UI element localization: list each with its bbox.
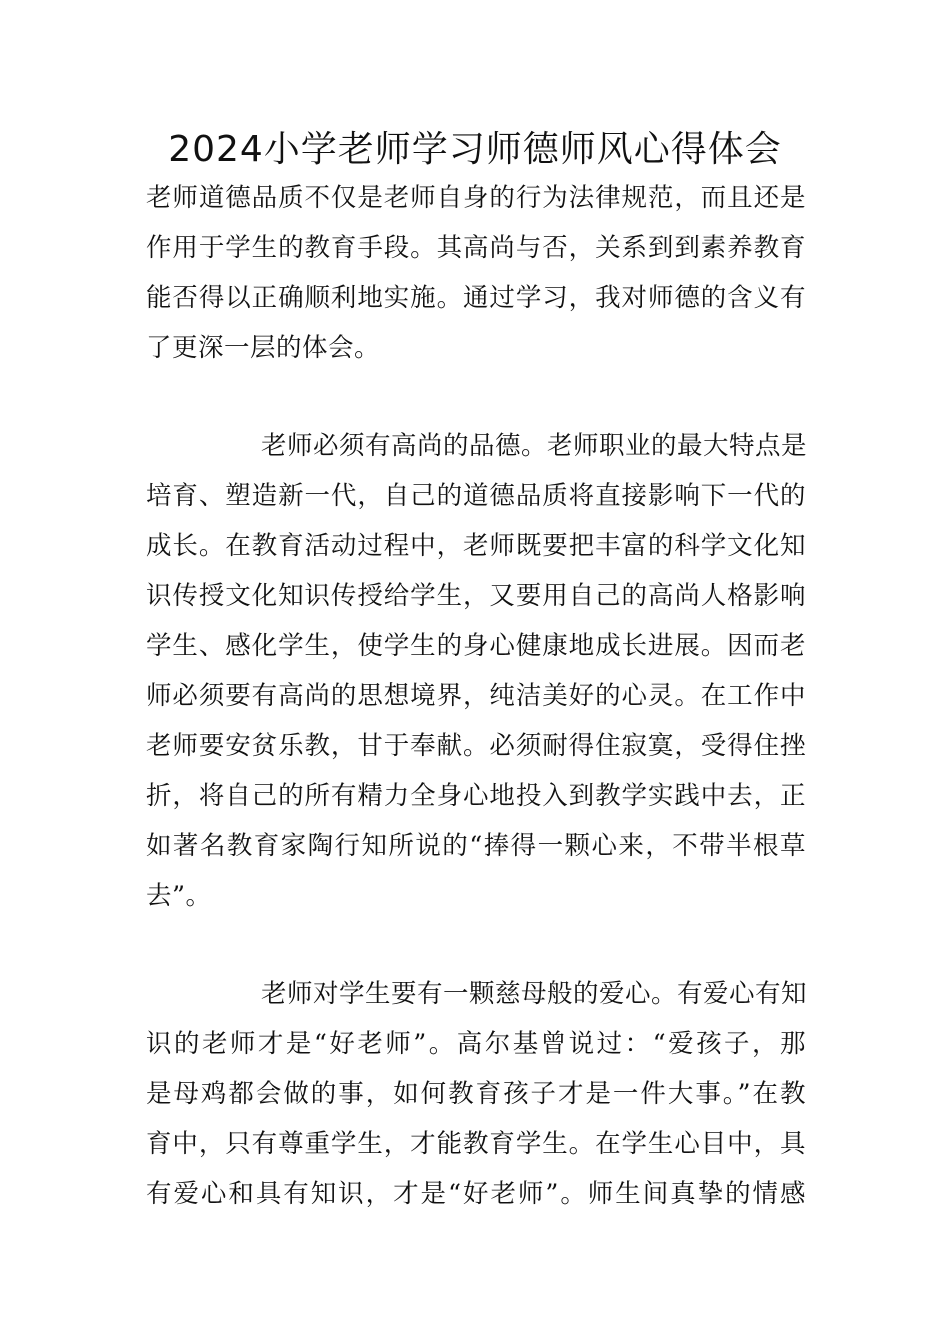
paragraph-line: 作用于学生的教育手段。其高尚与否，关系到到素养教育 xyxy=(146,233,806,263)
paragraph-line: 能否得以正确顺利地实施。通过学习，我对师德的含义有 xyxy=(146,283,806,313)
paragraph-line: 如著名教育家陶行知所说的“捧得一颗心来，不带半根草 xyxy=(146,831,806,861)
paragraph-line: 老师对学生要有一颗慈母般的爱心。有爱心有知 xyxy=(261,979,808,1009)
paragraph-line: 折，将自己的所有精力全身心地投入到教学实践中去，正 xyxy=(146,781,806,811)
paragraph-line: 有爱心和具有知识，才是“好老师”。师生间真挚的情感 xyxy=(146,1179,806,1209)
paragraph-line: 了更深一层的体会。 xyxy=(146,333,381,363)
paragraph-line: 成长。在教育活动过程中，老师既要把丰富的科学文化知 xyxy=(146,531,806,561)
paragraph-line: 师必须要有高尚的思想境界，纯洁美好的心灵。在工作中 xyxy=(146,681,806,711)
paragraph-line: 识传授文化知识传授给学生，又要用自己的高尚人格影响 xyxy=(146,581,806,611)
paragraph-line: 老师道德品质不仅是老师自身的行为法律规范，而且还是 xyxy=(146,183,806,213)
document-title: 2024小学老师学习师德师风心得体会 xyxy=(168,129,782,170)
paragraph-line: 识的老师才是“好老师”。高尔基曾说过：“爱孩子，那 xyxy=(146,1029,806,1059)
paragraph-line: 学生、感化学生，使学生的身心健康地成长进展。因而老 xyxy=(146,631,806,661)
paragraph-line: 培育、塑造新一代，自己的道德品质将直接影响下一代的 xyxy=(146,481,806,511)
paragraph-line: 育中，只有尊重学生，才能教育学生。在学生心目中，具 xyxy=(146,1129,806,1159)
paragraph-line: 老师要安贫乐教，甘于奉献。必须耐得住寂寞，受得住挫 xyxy=(146,731,806,761)
paragraph-line: 老师必须有高尚的品德。老师职业的最大特点是 xyxy=(261,431,808,461)
paragraph-line: 是母鸡都会做的事，如何教育孩子才是一件大事。”在教 xyxy=(146,1079,806,1109)
paragraph-line: 去”。 xyxy=(146,881,212,911)
